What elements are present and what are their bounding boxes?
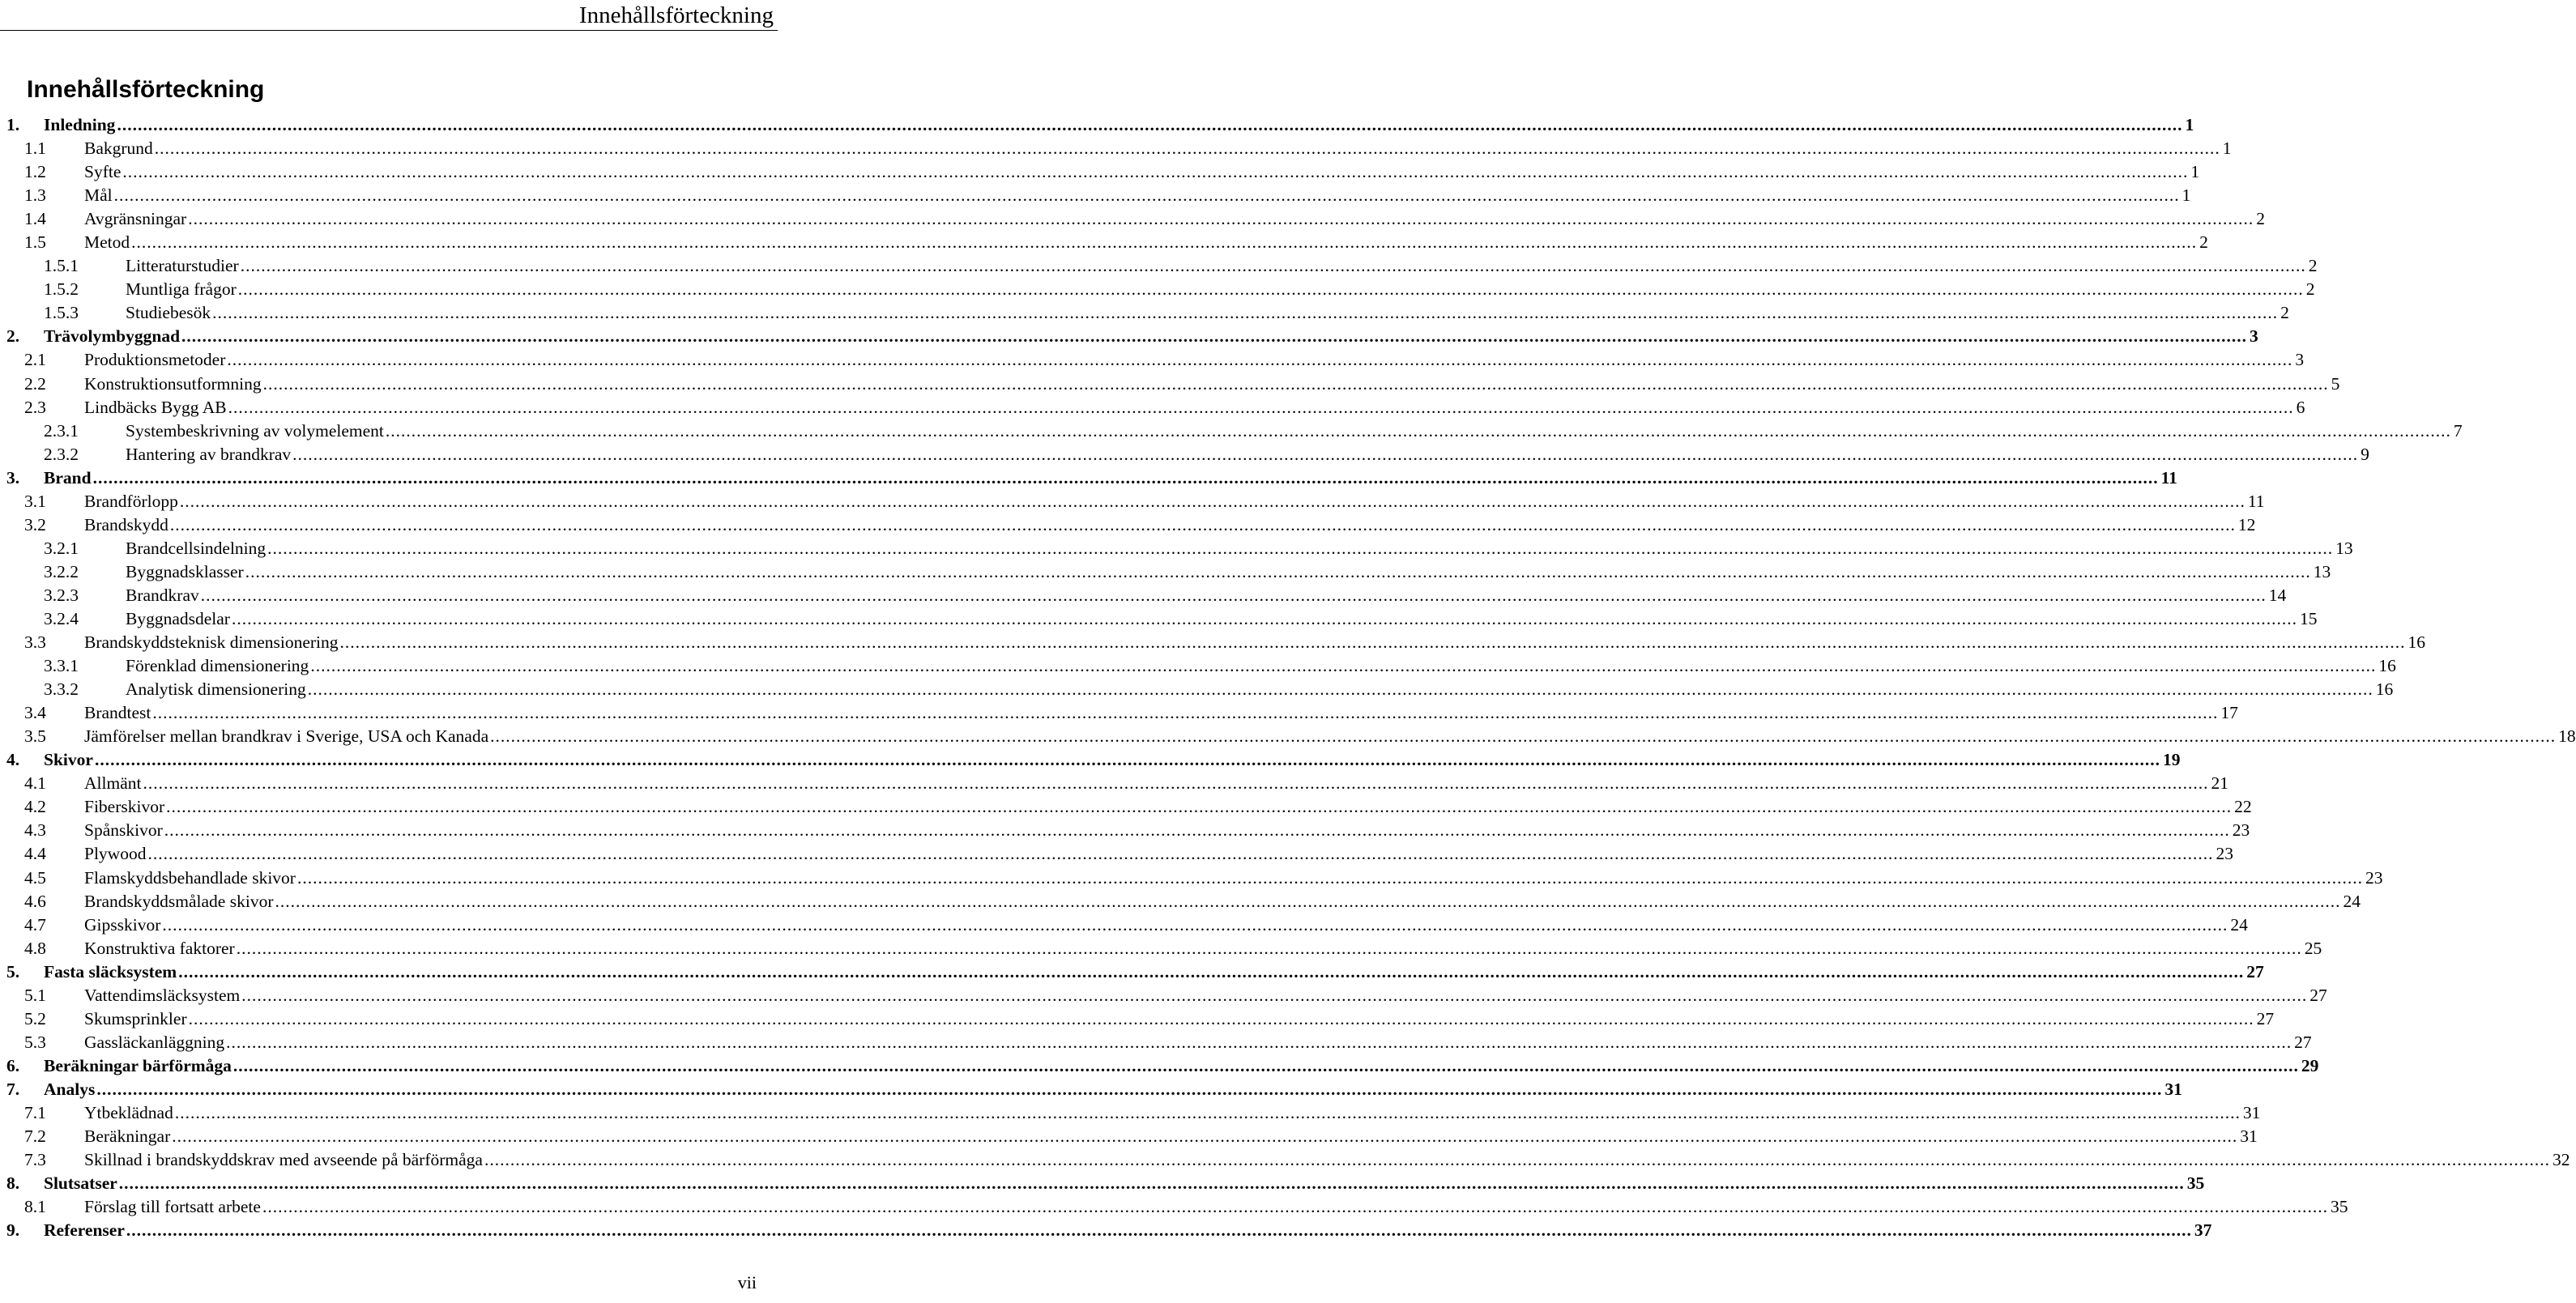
toc-entry-number: 1.3 bbox=[24, 185, 46, 206]
toc-entry-line bbox=[84, 160, 2200, 184]
toc-entry-page: 5 bbox=[2331, 373, 2340, 394]
toc-entry-title: Brandtest bbox=[84, 703, 151, 723]
toc-entry-number: 7. bbox=[6, 1079, 20, 1099]
toc-entry-number: 4.8 bbox=[24, 938, 46, 958]
toc-entry[interactable] bbox=[0, 1219, 2212, 1242]
toc-entry-page: 15 bbox=[2299, 608, 2318, 628]
toc-entry-title: Gipsskivor bbox=[84, 914, 161, 935]
toc-dot-leader: ................................................................................................................................................................................................................................................................................................................................................................................................................ bbox=[490, 726, 2557, 747]
running-header-title: Innehållsförteckning bbox=[579, 2, 774, 28]
toc-dot-leader: ................................................................................................................................................................................................................................................................................................................................................................................................................ bbox=[275, 891, 2341, 911]
toc-entry[interactable] bbox=[0, 725, 2576, 748]
toc-entry[interactable] bbox=[0, 560, 2331, 584]
toc-dot-leader: ................................................................................................................................................................................................................................................................................................................................................................................................................ bbox=[131, 232, 2198, 253]
toc-dot-leader: ................................................................................................................................................................................................................................................................................................................................................................................................................ bbox=[262, 373, 2329, 394]
toc-entry-line bbox=[84, 890, 2361, 913]
toc-entry-line bbox=[44, 748, 2181, 772]
toc-entry[interactable] bbox=[0, 937, 2322, 960]
toc-entry-page: 2 bbox=[2280, 303, 2289, 323]
toc-entry-page: 19 bbox=[2162, 750, 2181, 770]
toc-entry-title: Jämförelser mellan brandkrav i Sverige, USA och Kanada bbox=[84, 726, 489, 747]
toc-entry-number: 9. bbox=[6, 1220, 20, 1241]
toc-entry-title: Beräkningar bärförmåga bbox=[44, 1055, 232, 1075]
toc-entry-number: 3.3 bbox=[24, 632, 46, 653]
toc-dot-leader: ................................................................................................................................................................................................................................................................................................................................................................................................................ bbox=[262, 1197, 2328, 1217]
toc-entry[interactable] bbox=[0, 184, 2191, 207]
toc-dot-leader: ................................................................................................................................................................................................................................................................................................................................................................................................................ bbox=[147, 844, 2214, 864]
toc-entry-number: 7.1 bbox=[24, 1102, 46, 1122]
toc-entry-number: 1.1 bbox=[24, 138, 46, 159]
toc-entry-page: 2 bbox=[2308, 256, 2318, 276]
toc-entry-number: 4.1 bbox=[24, 773, 46, 794]
toc-entry-title: Avgränsningar bbox=[84, 209, 187, 229]
toc-entry-page: 31 bbox=[2164, 1079, 2182, 1099]
toc-entry-page: 11 bbox=[2160, 467, 2177, 488]
toc-entry-title: Skillnad i brandskyddskrav med avseende på bärförmåga bbox=[84, 1150, 483, 1170]
toc-entry-number: 6. bbox=[6, 1055, 20, 1075]
toc-dot-leader: ................................................................................................................................................................................................................................................................................................................................................................................................................ bbox=[296, 867, 2363, 888]
toc-entry-line bbox=[84, 1101, 2261, 1125]
toc-dot-leader: ................................................................................................................................................................................................................................................................................................................................................................................................................ bbox=[152, 703, 2219, 723]
toc-entry-number: 3.2.1 bbox=[44, 538, 79, 558]
toc-entry-number: 3.1 bbox=[24, 491, 46, 511]
toc-entry-number: 1.5.2 bbox=[44, 279, 79, 300]
toc-entry-line bbox=[84, 1007, 2275, 1031]
toc-entry[interactable] bbox=[0, 513, 2256, 537]
toc-entry-title: Brandskydd bbox=[84, 514, 168, 534]
toc-entry-line bbox=[84, 231, 2208, 254]
toc-entry-page: 35 bbox=[2330, 1197, 2348, 1217]
toc-entry[interactable] bbox=[0, 772, 2228, 795]
toc-dot-leader: ................................................................................................................................................................................................................................................................................................................................................................................................................ bbox=[172, 1126, 2238, 1147]
toc-entry[interactable] bbox=[0, 654, 2396, 678]
toc-entry[interactable] bbox=[0, 1148, 2570, 1172]
toc-entry-number: 7.3 bbox=[24, 1150, 46, 1170]
toc-entry-line bbox=[44, 1054, 2319, 1078]
toc-dot-leader: ................................................................................................................................................................................................................................................................................................................................................................................................................ bbox=[292, 444, 2359, 464]
toc-entry-line bbox=[44, 113, 2194, 137]
toc-dot-leader: ................................................................................................................................................................................................................................................................................................................................................................................................................ bbox=[231, 608, 2297, 628]
toc-entry[interactable] bbox=[0, 231, 2208, 254]
toc-entry-line bbox=[84, 1125, 2258, 1148]
toc-entry-number: 3.4 bbox=[24, 703, 46, 723]
toc-dot-leader: ................................................................................................................................................................................................................................................................................................................................................................................................................ bbox=[385, 420, 2451, 441]
toc-entry-title: Gassläckanläggning bbox=[84, 1032, 225, 1052]
toc-entry-line bbox=[44, 1172, 2205, 1195]
toc-entry-line bbox=[126, 584, 2287, 607]
toc-entry-page: 1 bbox=[2190, 162, 2200, 182]
toc-entry-page: 23 bbox=[2216, 844, 2233, 864]
toc-entry-line bbox=[84, 184, 2191, 207]
toc-dot-leader: ................................................................................................................................................................................................................................................................................................................................................................................................................ bbox=[178, 961, 2245, 982]
toc-entry-title: Plywood bbox=[84, 844, 147, 864]
toc-heading: Innehållsförteckning bbox=[27, 76, 265, 103]
toc-entry[interactable] bbox=[0, 1078, 2182, 1101]
toc-entry-page: 16 bbox=[2408, 632, 2426, 653]
toc-entry-line bbox=[44, 960, 2264, 984]
header-rule bbox=[0, 30, 778, 31]
toc-entry-title: Muntliga frågor bbox=[126, 279, 237, 300]
toc-entry-line bbox=[84, 1195, 2348, 1219]
toc-entry-number: 4. bbox=[6, 750, 20, 770]
toc-dot-leader: ................................................................................................................................................................................................................................................................................................................................................................................................................ bbox=[179, 491, 2245, 511]
toc-dot-leader: ................................................................................................................................................................................................................................................................................................................................................................................................................ bbox=[169, 514, 2236, 534]
toc-entry[interactable] bbox=[0, 207, 2265, 231]
toc-entry-number: 1.4 bbox=[24, 209, 46, 229]
toc-entry-title: Litteraturstudier bbox=[126, 256, 239, 276]
toc-dot-leader: ................................................................................................................................................................................................................................................................................................................................................................................................................ bbox=[122, 162, 2189, 182]
toc-entry[interactable] bbox=[0, 748, 2181, 772]
toc-entry-title: Analys bbox=[44, 1079, 96, 1099]
toc-entry-line bbox=[126, 654, 2396, 678]
toc-dot-leader: ................................................................................................................................................................................................................................................................................................................................................................................................................ bbox=[188, 1008, 2254, 1028]
toc-entry[interactable] bbox=[0, 373, 2340, 396]
toc-entry-number: 3.5 bbox=[24, 726, 46, 747]
toc-entry-page: 3 bbox=[2295, 350, 2305, 370]
toc-entry-title: Konstruktiva faktorer bbox=[84, 938, 235, 958]
toc-entry-page: 7 bbox=[2453, 420, 2463, 441]
toc-entry-title: Brandförlopp bbox=[84, 491, 178, 511]
toc-entry-page: 12 bbox=[2237, 514, 2256, 534]
toc-entry-title: Ytbeklädnad bbox=[84, 1102, 173, 1122]
toc-dot-leader: ................................................................................................................................................................................................................................................................................................................................................................................................................ bbox=[307, 679, 2373, 700]
toc-dot-leader: ................................................................................................................................................................................................................................................................................................................................................................................................................ bbox=[92, 467, 2159, 488]
toc-entry[interactable] bbox=[0, 490, 2265, 513]
toc-dot-leader: ................................................................................................................................................................................................................................................................................................................................................................................................................ bbox=[339, 632, 2406, 653]
toc-dot-leader: ................................................................................................................................................................................................................................................................................................................................................................................................................ bbox=[227, 350, 2293, 370]
toc-entry-line bbox=[84, 937, 2322, 960]
toc-entry-number: 3. bbox=[6, 467, 20, 488]
toc-dot-leader: ................................................................................................................................................................................................................................................................................................................................................................................................................ bbox=[113, 185, 2180, 206]
toc-entry-page: 32 bbox=[2552, 1150, 2570, 1170]
toc-dot-leader: ................................................................................................................................................................................................................................................................................................................................................................................................................ bbox=[166, 797, 2233, 817]
toc-entry-line bbox=[84, 772, 2228, 795]
toc-entry-page: 27 bbox=[2246, 961, 2264, 982]
toc-dot-leader: ................................................................................................................................................................................................................................................................................................................................................................................................................ bbox=[117, 115, 2183, 134]
toc-entry-title: Brand bbox=[44, 467, 92, 488]
toc-entry-number: 1.5.3 bbox=[44, 303, 79, 323]
toc-entry[interactable] bbox=[0, 348, 2305, 372]
toc-entry-line bbox=[84, 842, 2233, 866]
toc-entry-title: Skumsprinkler bbox=[84, 1008, 187, 1028]
toc-entry-number: 4.7 bbox=[24, 914, 46, 935]
toc-entry-number: 5.1 bbox=[24, 985, 46, 1005]
toc-entry-number: 2.3.1 bbox=[44, 420, 79, 441]
toc-entry-line bbox=[44, 1219, 2212, 1242]
toc-entry-line bbox=[84, 984, 2327, 1007]
toc-dot-leader: ................................................................................................................................................................................................................................................................................................................................................................................................................ bbox=[94, 750, 2160, 770]
toc-entry[interactable] bbox=[0, 419, 2463, 443]
toc-entry-line bbox=[126, 254, 2318, 278]
toc-entry-title: Fasta släcksystem bbox=[44, 961, 177, 982]
toc-dot-leader: ................................................................................................................................................................................................................................................................................................................................................................................................................ bbox=[236, 938, 2302, 958]
toc-dot-leader: ................................................................................................................................................................................................................................................................................................................................................................................................................ bbox=[162, 914, 2228, 935]
toc-entry[interactable] bbox=[0, 466, 2177, 490]
toc-entry-line bbox=[126, 443, 2369, 466]
toc-entry-title: Slutsatser bbox=[44, 1173, 117, 1194]
toc-entry[interactable] bbox=[0, 254, 2318, 278]
toc-dot-leader: ................................................................................................................................................................................................................................................................................................................................................................................................................ bbox=[212, 303, 2279, 323]
toc-entry-line bbox=[126, 419, 2463, 443]
toc-entry[interactable] bbox=[0, 842, 2233, 866]
toc-entry-line bbox=[84, 137, 2232, 160]
toc-entry-number: 4.6 bbox=[24, 891, 46, 911]
toc-entry[interactable] bbox=[0, 396, 2305, 419]
toc-entry[interactable] bbox=[0, 890, 2361, 913]
toc-entry[interactable] bbox=[0, 301, 2289, 325]
toc-entry-page: 16 bbox=[2375, 679, 2394, 700]
toc-entry-title: Skivor bbox=[44, 750, 93, 770]
toc-dot-leader: ................................................................................................................................................................................................................................................................................................................................................................................................................ bbox=[126, 1220, 2192, 1241]
toc-entry-line bbox=[84, 490, 2265, 513]
toc-entry-page: 24 bbox=[2343, 891, 2361, 911]
toc-entry-number: 3.3.2 bbox=[44, 679, 79, 700]
toc-entry-number: 5. bbox=[6, 961, 20, 982]
toc-entry-page: 24 bbox=[2230, 914, 2248, 935]
toc-entry-title: Spånskivor bbox=[84, 820, 163, 841]
toc-entry[interactable] bbox=[0, 325, 2258, 348]
toc-dot-leader: ................................................................................................................................................................................................................................................................................................................................................................................................................ bbox=[164, 820, 2230, 841]
toc-entry-title: Vattendimsläcksystem bbox=[84, 985, 241, 1005]
toc-entry-line bbox=[126, 301, 2289, 325]
toc-entry-title: Brandskyddsteknisk dimensionering bbox=[84, 632, 339, 653]
toc-entry-page: 1 bbox=[2185, 115, 2194, 134]
toc-entry-number: 2.3.2 bbox=[44, 444, 79, 464]
toc-dot-leader: ................................................................................................................................................................................................................................................................................................................................................................................................................ bbox=[181, 326, 2248, 347]
toc-entry-number: 4.2 bbox=[24, 797, 46, 817]
toc-entry-number: 3.2 bbox=[24, 514, 46, 534]
toc-entry-page: 27 bbox=[2294, 1032, 2312, 1052]
toc-entry-page: 13 bbox=[2313, 561, 2331, 581]
toc-entry[interactable] bbox=[0, 1007, 2275, 1031]
toc-entry-title: Byggnadsdelar bbox=[126, 608, 230, 628]
toc-entry[interactable] bbox=[0, 443, 2369, 466]
toc-entry[interactable] bbox=[0, 913, 2248, 937]
toc-entry-page: 18 bbox=[2558, 726, 2576, 747]
toc-entry-line bbox=[84, 867, 2383, 890]
toc-entry-page: 13 bbox=[2335, 538, 2353, 558]
toc-entry-number: 4.3 bbox=[24, 820, 46, 841]
toc-entry[interactable] bbox=[0, 278, 2315, 301]
toc-entry-number: 1. bbox=[6, 115, 20, 134]
page-number: vii bbox=[737, 1272, 757, 1292]
toc-entry-title: Produktionsmetoder bbox=[84, 350, 226, 370]
toc-entry-line bbox=[84, 819, 2250, 842]
toc-dot-leader: ................................................................................................................................................................................................................................................................................................................................................................................................................ bbox=[188, 209, 2254, 229]
toc-entry[interactable] bbox=[0, 1031, 2312, 1054]
toc-entry-number: 5.2 bbox=[24, 1008, 46, 1028]
toc-entry-page: 27 bbox=[2309, 985, 2327, 1005]
toc-dot-leader: ................................................................................................................................................................................................................................................................................................................................................................................................................ bbox=[237, 279, 2304, 300]
toc-entry-page: 2 bbox=[2305, 279, 2315, 300]
toc-entry-title: Trävolymbyggnad bbox=[44, 326, 181, 347]
toc-entry[interactable] bbox=[0, 678, 2394, 701]
toc-entry[interactable] bbox=[0, 1125, 2258, 1148]
toc-entry-title: Flamskyddsbehandlade skivor bbox=[84, 867, 296, 888]
toc-entry-line bbox=[84, 913, 2248, 937]
toc-entry-line bbox=[126, 560, 2331, 584]
toc-entry-number: 2. bbox=[6, 326, 20, 347]
toc-dot-leader: ................................................................................................................................................................................................................................................................................................................................................................................................................ bbox=[484, 1150, 2550, 1170]
toc-dot-leader: ................................................................................................................................................................................................................................................................................................................................................................................................................ bbox=[200, 585, 2267, 605]
toc-entry-number: 8. bbox=[6, 1173, 20, 1194]
toc-entry-number: 4.4 bbox=[24, 844, 46, 864]
toc-dot-leader: ................................................................................................................................................................................................................................................................................................................................................................................................................ bbox=[154, 138, 2220, 159]
toc-entry-page: 11 bbox=[2247, 491, 2265, 511]
toc-entry-title: Beräkningar bbox=[84, 1126, 171, 1147]
toc-entry-page: 23 bbox=[2365, 867, 2383, 888]
toc-entry-page: 17 bbox=[2220, 703, 2238, 723]
toc-dot-leader: ................................................................................................................................................................................................................................................................................................................................................................................................................ bbox=[240, 256, 2306, 276]
toc-entry-number: 4.5 bbox=[24, 867, 46, 888]
toc-entry-number: 3.2.4 bbox=[44, 608, 79, 628]
toc-entry-title: Förslag till fortsatt arbete bbox=[84, 1197, 261, 1217]
toc-entry-page: 29 bbox=[2301, 1055, 2319, 1075]
toc-dot-leader: ................................................................................................................................................................................................................................................................................................................................................................................................................ bbox=[143, 773, 2209, 794]
toc-entry-title: Metod bbox=[84, 232, 130, 253]
toc-entry-number: 8.1 bbox=[24, 1197, 46, 1217]
toc-entry[interactable] bbox=[0, 795, 2252, 819]
toc-entry-line bbox=[84, 348, 2305, 372]
toc-entry-page: 27 bbox=[2256, 1008, 2275, 1028]
toc-entry-number: 3.3.1 bbox=[44, 656, 79, 676]
toc-entry-title: Allmänt bbox=[84, 773, 142, 794]
toc-entry-page: 35 bbox=[2186, 1173, 2205, 1194]
toc-entry-title: Byggnadsklasser bbox=[126, 561, 244, 581]
toc-entry-title: Brandkrav bbox=[126, 585, 199, 605]
toc-dot-leader: ................................................................................................................................................................................................................................................................................................................................................................................................................ bbox=[96, 1079, 2163, 1099]
toc-entry[interactable] bbox=[0, 1054, 2319, 1078]
toc-entry-line bbox=[84, 701, 2238, 725]
toc-entry-number: 3.2.2 bbox=[44, 561, 79, 581]
toc-entry-page: 1 bbox=[2222, 138, 2232, 159]
toc-dot-leader: ................................................................................................................................................................................................................................................................................................................................................................................................................ bbox=[245, 561, 2311, 581]
toc-entry-line bbox=[84, 795, 2252, 819]
toc-entry[interactable] bbox=[0, 607, 2318, 631]
toc-dot-leader: ................................................................................................................................................................................................................................................................................................................................................................................................................ bbox=[228, 397, 2294, 417]
toc-entry-page: 1 bbox=[2181, 185, 2191, 206]
toc-entry-title: Studiebesök bbox=[126, 303, 211, 323]
toc-entry[interactable] bbox=[0, 537, 2353, 560]
toc-dot-leader: ................................................................................................................................................................................................................................................................................................................................................................................................................ bbox=[174, 1102, 2241, 1122]
toc-entry-line bbox=[84, 373, 2340, 396]
toc-entry-number: 3.2.3 bbox=[44, 585, 79, 605]
toc-entry-title: Referenser bbox=[44, 1220, 125, 1241]
toc-entry-page: 23 bbox=[2232, 820, 2250, 841]
toc-entry[interactable] bbox=[0, 160, 2200, 184]
toc-entry[interactable] bbox=[0, 1101, 2261, 1125]
toc-entry-line bbox=[84, 396, 2305, 419]
toc-entry[interactable] bbox=[0, 960, 2264, 984]
toc-entry-page: 25 bbox=[2304, 938, 2322, 958]
toc-entry-title: Inledning bbox=[44, 115, 116, 134]
toc-entry[interactable] bbox=[0, 867, 2383, 890]
toc-entry[interactable] bbox=[0, 701, 2238, 725]
toc-entry-line bbox=[44, 325, 2258, 348]
toc-entry-line bbox=[84, 725, 2576, 748]
toc-dot-leader: ................................................................................................................................................................................................................................................................................................................................................................................................................ bbox=[310, 656, 2377, 676]
toc-entry-line bbox=[84, 1148, 2570, 1172]
toc-entry-line bbox=[84, 631, 2426, 654]
toc-entry-number: 5.3 bbox=[24, 1032, 46, 1052]
toc-entry-page: 3 bbox=[2250, 326, 2258, 347]
toc-entry[interactable] bbox=[0, 584, 2287, 607]
toc-entry-title: Lindbäcks Bygg AB bbox=[84, 397, 227, 417]
toc-entry[interactable] bbox=[0, 1172, 2205, 1195]
toc-entry-title: Systembeskrivning av volymelement bbox=[126, 420, 384, 441]
toc-entry-page: 16 bbox=[2378, 656, 2396, 676]
toc-entry-line bbox=[126, 607, 2318, 631]
toc-entry-page: 21 bbox=[2211, 773, 2228, 794]
toc-entry-line bbox=[84, 513, 2256, 537]
toc-list bbox=[0, 113, 2576, 1242]
toc-entry-page: 14 bbox=[2268, 585, 2287, 605]
toc-entry-page: 22 bbox=[2234, 797, 2252, 817]
toc-entry-page: 2 bbox=[2199, 232, 2208, 253]
toc-entry-line bbox=[44, 466, 2177, 490]
toc-entry[interactable] bbox=[0, 137, 2232, 160]
toc-entry-line bbox=[126, 278, 2315, 301]
toc-entry[interactable] bbox=[0, 113, 2194, 137]
toc-entry-title: Mål bbox=[84, 185, 113, 206]
toc-entry[interactable] bbox=[0, 1195, 2348, 1219]
toc-entry-number: 1.5.1 bbox=[44, 256, 79, 276]
toc-entry-title: Förenklad dimensionering bbox=[126, 656, 309, 676]
toc-dot-leader: ................................................................................................................................................................................................................................................................................................................................................................................................................ bbox=[232, 1055, 2299, 1075]
toc-entry-number: 2.3 bbox=[24, 397, 46, 417]
toc-entry-line bbox=[84, 1031, 2312, 1054]
toc-entry-line bbox=[126, 537, 2353, 560]
toc-entry-line bbox=[126, 678, 2394, 701]
toc-entry-page: 6 bbox=[2296, 397, 2305, 417]
toc-entry-number: 1.2 bbox=[24, 162, 46, 182]
toc-entry-title: Brandskyddsmålade skivor bbox=[84, 891, 274, 911]
toc-entry-number: 2.1 bbox=[24, 350, 46, 370]
toc-dot-leader: ................................................................................................................................................................................................................................................................................................................................................................................................................ bbox=[118, 1173, 2185, 1194]
toc-entry-page: 31 bbox=[2242, 1102, 2261, 1122]
toc-entry-number: 1.5 bbox=[24, 232, 46, 253]
toc-entry-title: Analytisk dimensionering bbox=[126, 679, 306, 700]
toc-dot-leader: ................................................................................................................................................................................................................................................................................................................................................................................................................ bbox=[241, 985, 2308, 1005]
toc-entry-title: Bakgrund bbox=[84, 138, 153, 159]
toc-entry[interactable] bbox=[0, 819, 2250, 842]
toc-entry-number: 7.2 bbox=[24, 1126, 46, 1147]
toc-entry[interactable] bbox=[0, 631, 2426, 654]
toc-entry-title: Hantering av brandkrav bbox=[126, 444, 292, 464]
toc-entry-title: Konstruktionsutformning bbox=[84, 373, 262, 394]
toc-entry-title: Brandcellsindelning bbox=[126, 538, 267, 558]
toc-entry-line bbox=[44, 1078, 2182, 1101]
toc-entry-page: 2 bbox=[2256, 209, 2265, 229]
toc-entry-number: 2.2 bbox=[24, 373, 46, 394]
toc-entry-title: Syfte bbox=[84, 162, 122, 182]
toc-entry-page: 9 bbox=[2361, 444, 2369, 464]
toc-dot-leader: ................................................................................................................................................................................................................................................................................................................................................................................................................ bbox=[226, 1032, 2292, 1052]
toc-entry-page: 37 bbox=[2194, 1220, 2212, 1241]
toc-entry[interactable] bbox=[0, 984, 2327, 1007]
toc-entry-line bbox=[84, 207, 2265, 231]
toc-entry-page: 31 bbox=[2240, 1126, 2258, 1147]
toc-dot-leader: ................................................................................................................................................................................................................................................................................................................................................................................................................ bbox=[267, 538, 2334, 558]
toc-entry-title: Fiberskivor bbox=[84, 797, 165, 817]
